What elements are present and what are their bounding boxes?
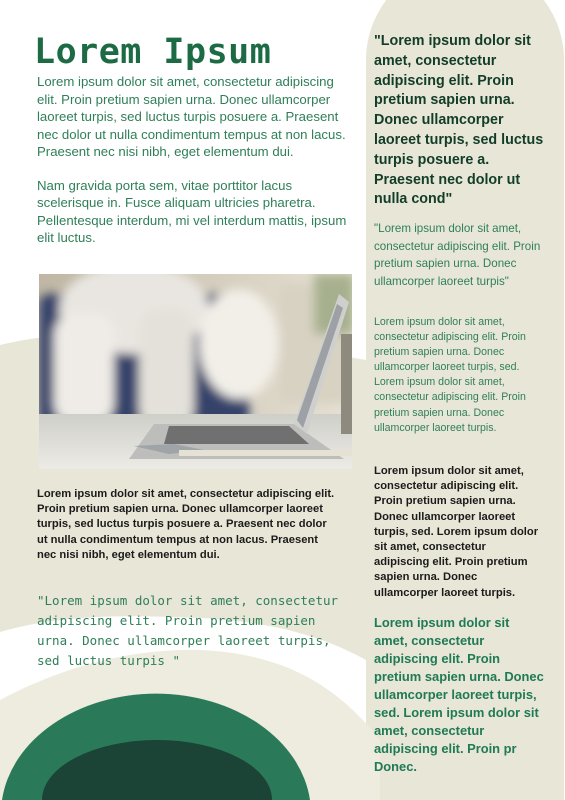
photo-caption: Lorem ipsum dolor sit amet, consectetur adipiscing elit. Proin pretium sapien urna. Donec ullamcorper laoreet turpis, sed luctus turpis posuere a. Praesent nec dolor ut nulla condimentum tempus at non lacus. Praesent nec nisi nibh, eget elementum dui. [37,488,335,561]
intro-paragraph-2: Nam gravida porta sem, vitae porttitor lacus scelerisque in. Fusce aliquam ultricies pharetra. Pellentesque interdum, mi vel interdum mattis, ipsum elit luctus. [37,177,347,245]
laptop-photo [39,274,352,469]
sidebar-bold-text: Lorem ipsum dolor sit amet, consectetur adipiscing elit. Proin pretium sapien urna. Donec ullamcorper laoreet turpis, sed. Lorem ipsum dolor sit amet, consectetur adipiscing elit. Proin pretium sapien urna. Donec ullamcorper laoreet turpis. [374,465,539,599]
mono-quote: "Lorem ipsum dolor sit amet, consectetur adipiscing elit. Proin pretium sapien urna. Donec ullamcorper laoreet turpis, sed luctus turpis " [37,593,339,668]
pull-quote: "Lorem ipsum dolor sit amet, consectetur adipiscing elit. Proin pretium sapien urna. Donec ullamcorper laoreet turpis, sed luctus turpis posuere a. Praesent nec dolor ut nulla cond" [374,33,544,208]
intro-text [37,73,347,263]
intro-paragraph-1: Lorem ipsum dolor sit amet, consectetur adipiscing elit. Proin pretium sapien urna. Donec ullamcorper laoreet turpis, sed luctus turpis posuere a. Praesent nec dolor ut nulla condimentum tempus at non lacus. Praesent nec nisi nibh, eget elementum dui. [37,74,346,159]
sidebar-body-text: Lorem ipsum dolor sit amet, consectetur adipiscing elit. Proin pretium sapien urna. Donec ullamcorper laoreet turpis, sed. Lorem ipsum dolor sit amet, consectetur adipiscing elit. Proin pretium sapien urna. Donec ullamcorper laoreet turpis. [374,316,526,434]
sidebar-green-text: Lorem ipsum dolor sit amet, consectetur adipiscing elit. Proin pretium sapien urna. Donec ullamcorper laoreet turpis, sed. Lorem ipsum dolor sit amet, consectetur adipiscing elit. Proin pr Donec. [374,615,544,774]
small-quote: "Lorem ipsum dolor sit amet, consectetur adipiscing elit. Proin pretium sapien urna. Donec ullamcorper laoreet turpis" [374,222,541,288]
page-title: Lorem Ipsum [34,32,272,72]
laptop-photo-illustration [39,274,352,469]
